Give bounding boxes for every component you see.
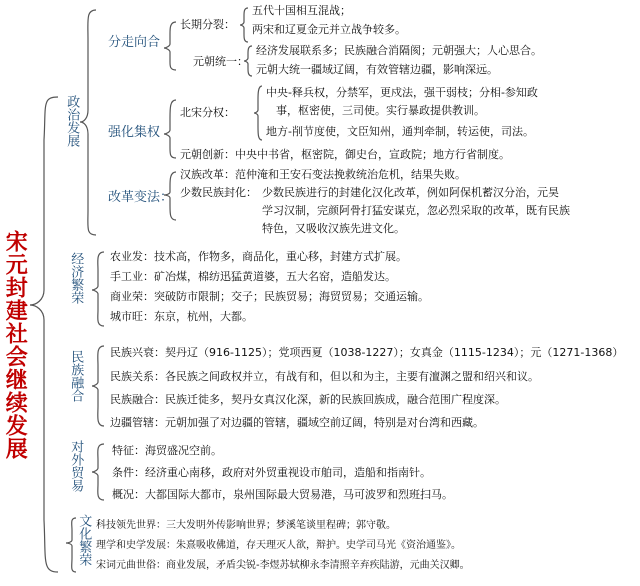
- ethnic-item: 民族兴衰：契丹辽（916-1125）；党项西夏（1038-1227）；女真金（1115-1234）；元（1271-1368）: [110, 346, 624, 359]
- trade-item: 条件：经济重心南移，政府对外贸重视设市舶司，造船和指南针。: [112, 466, 431, 479]
- fenzou-label: 分走向合: [108, 35, 161, 50]
- yuan-item: 元朝大统一疆域辽阔，有效管辖边疆，影响深远。: [256, 63, 498, 76]
- ethnic-item: 边疆管辖：元朝加强了对边疆的管辖，疆域空前辽阔，特别是对台湾和西藏。: [110, 416, 484, 429]
- politics-brace: [80, 10, 96, 235]
- economy-item: 手工业：矿冶煤，棉纺迅猛黄道婆，五大名窑，造船发达。: [110, 270, 396, 283]
- trade-label: 对外贸易: [68, 440, 84, 492]
- culture-label: 文化繁荣: [76, 514, 92, 566]
- ethnic-label: 民族融合: [68, 350, 84, 402]
- culture-item: 科技领先世界：三大发明外传影响世界；梦溪笔谈里程碑；郭守敬。: [96, 520, 396, 531]
- changqi-label: 长期分裂：: [180, 18, 235, 31]
- beisong-label: 北宋分权：: [180, 106, 235, 119]
- gaige-hanzu: 汉族改革：范仲淹和王安石变法挽救统治危机，结果失败。: [180, 168, 466, 181]
- shaoshu-label: 少数民族封化：: [180, 186, 257, 199]
- yuan-item: 经济发展联系多；民族融合消隔阂；元朝强大；人心思合。: [256, 44, 542, 57]
- ethnic-item: 民族融合：民族迁徙多，契丹女真汉化深，新的民族回族成，融合范围广程度深。: [110, 393, 506, 406]
- yuan-chuangxin: 元朝创新：中央中书省，枢密院，御史台，宣政院；地方行省制度。: [180, 148, 510, 161]
- gaige-label: 改革变法：: [108, 190, 174, 205]
- economy-item: 商业荣：突破防市限制；交子；民族贸易；海贸贸易；交通运输。: [110, 290, 429, 303]
- shaoshu-item: 特色，又吸收汉族先进文化。: [262, 222, 405, 235]
- beisong-item: 地方-削节度使，文臣知州，通判牵制，转运使，司法。: [266, 125, 534, 138]
- yuan-label: 元朝统一：: [193, 55, 248, 68]
- culture-item: 理学和史学发展：朱熹吸收佛道，存天理灭人欲，辩护。史学司马光《资治通鉴》。: [96, 540, 461, 551]
- beisong-item: 事，枢密使，三司使。实行暴政提供教训。: [276, 104, 485, 117]
- changqi-item: 两宋和辽夏金元并立战争较多。: [252, 23, 406, 36]
- trade-item: 特征：海贸盛况空前。: [112, 444, 222, 457]
- trade-item: 概况：大都国际大都市，泉州国际最大贸易港，马可波罗和烈班扫马。: [112, 488, 453, 501]
- shaoshu-item: 少数民族进行的封建化汉化改革，例如阿保机蓄汉分治，元昊: [262, 186, 559, 199]
- main-title: 宋元封建社会继续发展: [2, 230, 28, 460]
- beisong-item: 中央-释兵权，分禁军，更戍法，强干弱枝；分相-参知政: [266, 86, 538, 99]
- main-brace: [30, 97, 58, 572]
- ethnic-item: 民族关系：各民族之间政权并立，有战有和，但以和为主，主要有澶渊之盟和绍兴和议。: [110, 370, 539, 383]
- culture-item: 宋词元曲世俗：商业发展，矛盾尖锐-李煜苏轼柳永李清照辛弃疾陆游，元曲关汉卿。: [96, 560, 470, 571]
- economy-item: 农业发：技术高，作物多，商品化，重心移，封建方式扩展。: [110, 250, 407, 263]
- changqi-item: 五代十国相互混战；: [252, 4, 351, 17]
- shaoshu-item: 学习汉制，完颜阿骨打猛安谋克，忽必烈采取的改革，既有民族: [262, 204, 570, 217]
- politics-label: 政治发展: [64, 95, 80, 147]
- qianghua-label: 强化集权: [108, 125, 161, 140]
- economy-item: 城市旺：东京，杭州，大都。: [110, 310, 253, 323]
- economy-label: 经济繁荣: [68, 252, 84, 304]
